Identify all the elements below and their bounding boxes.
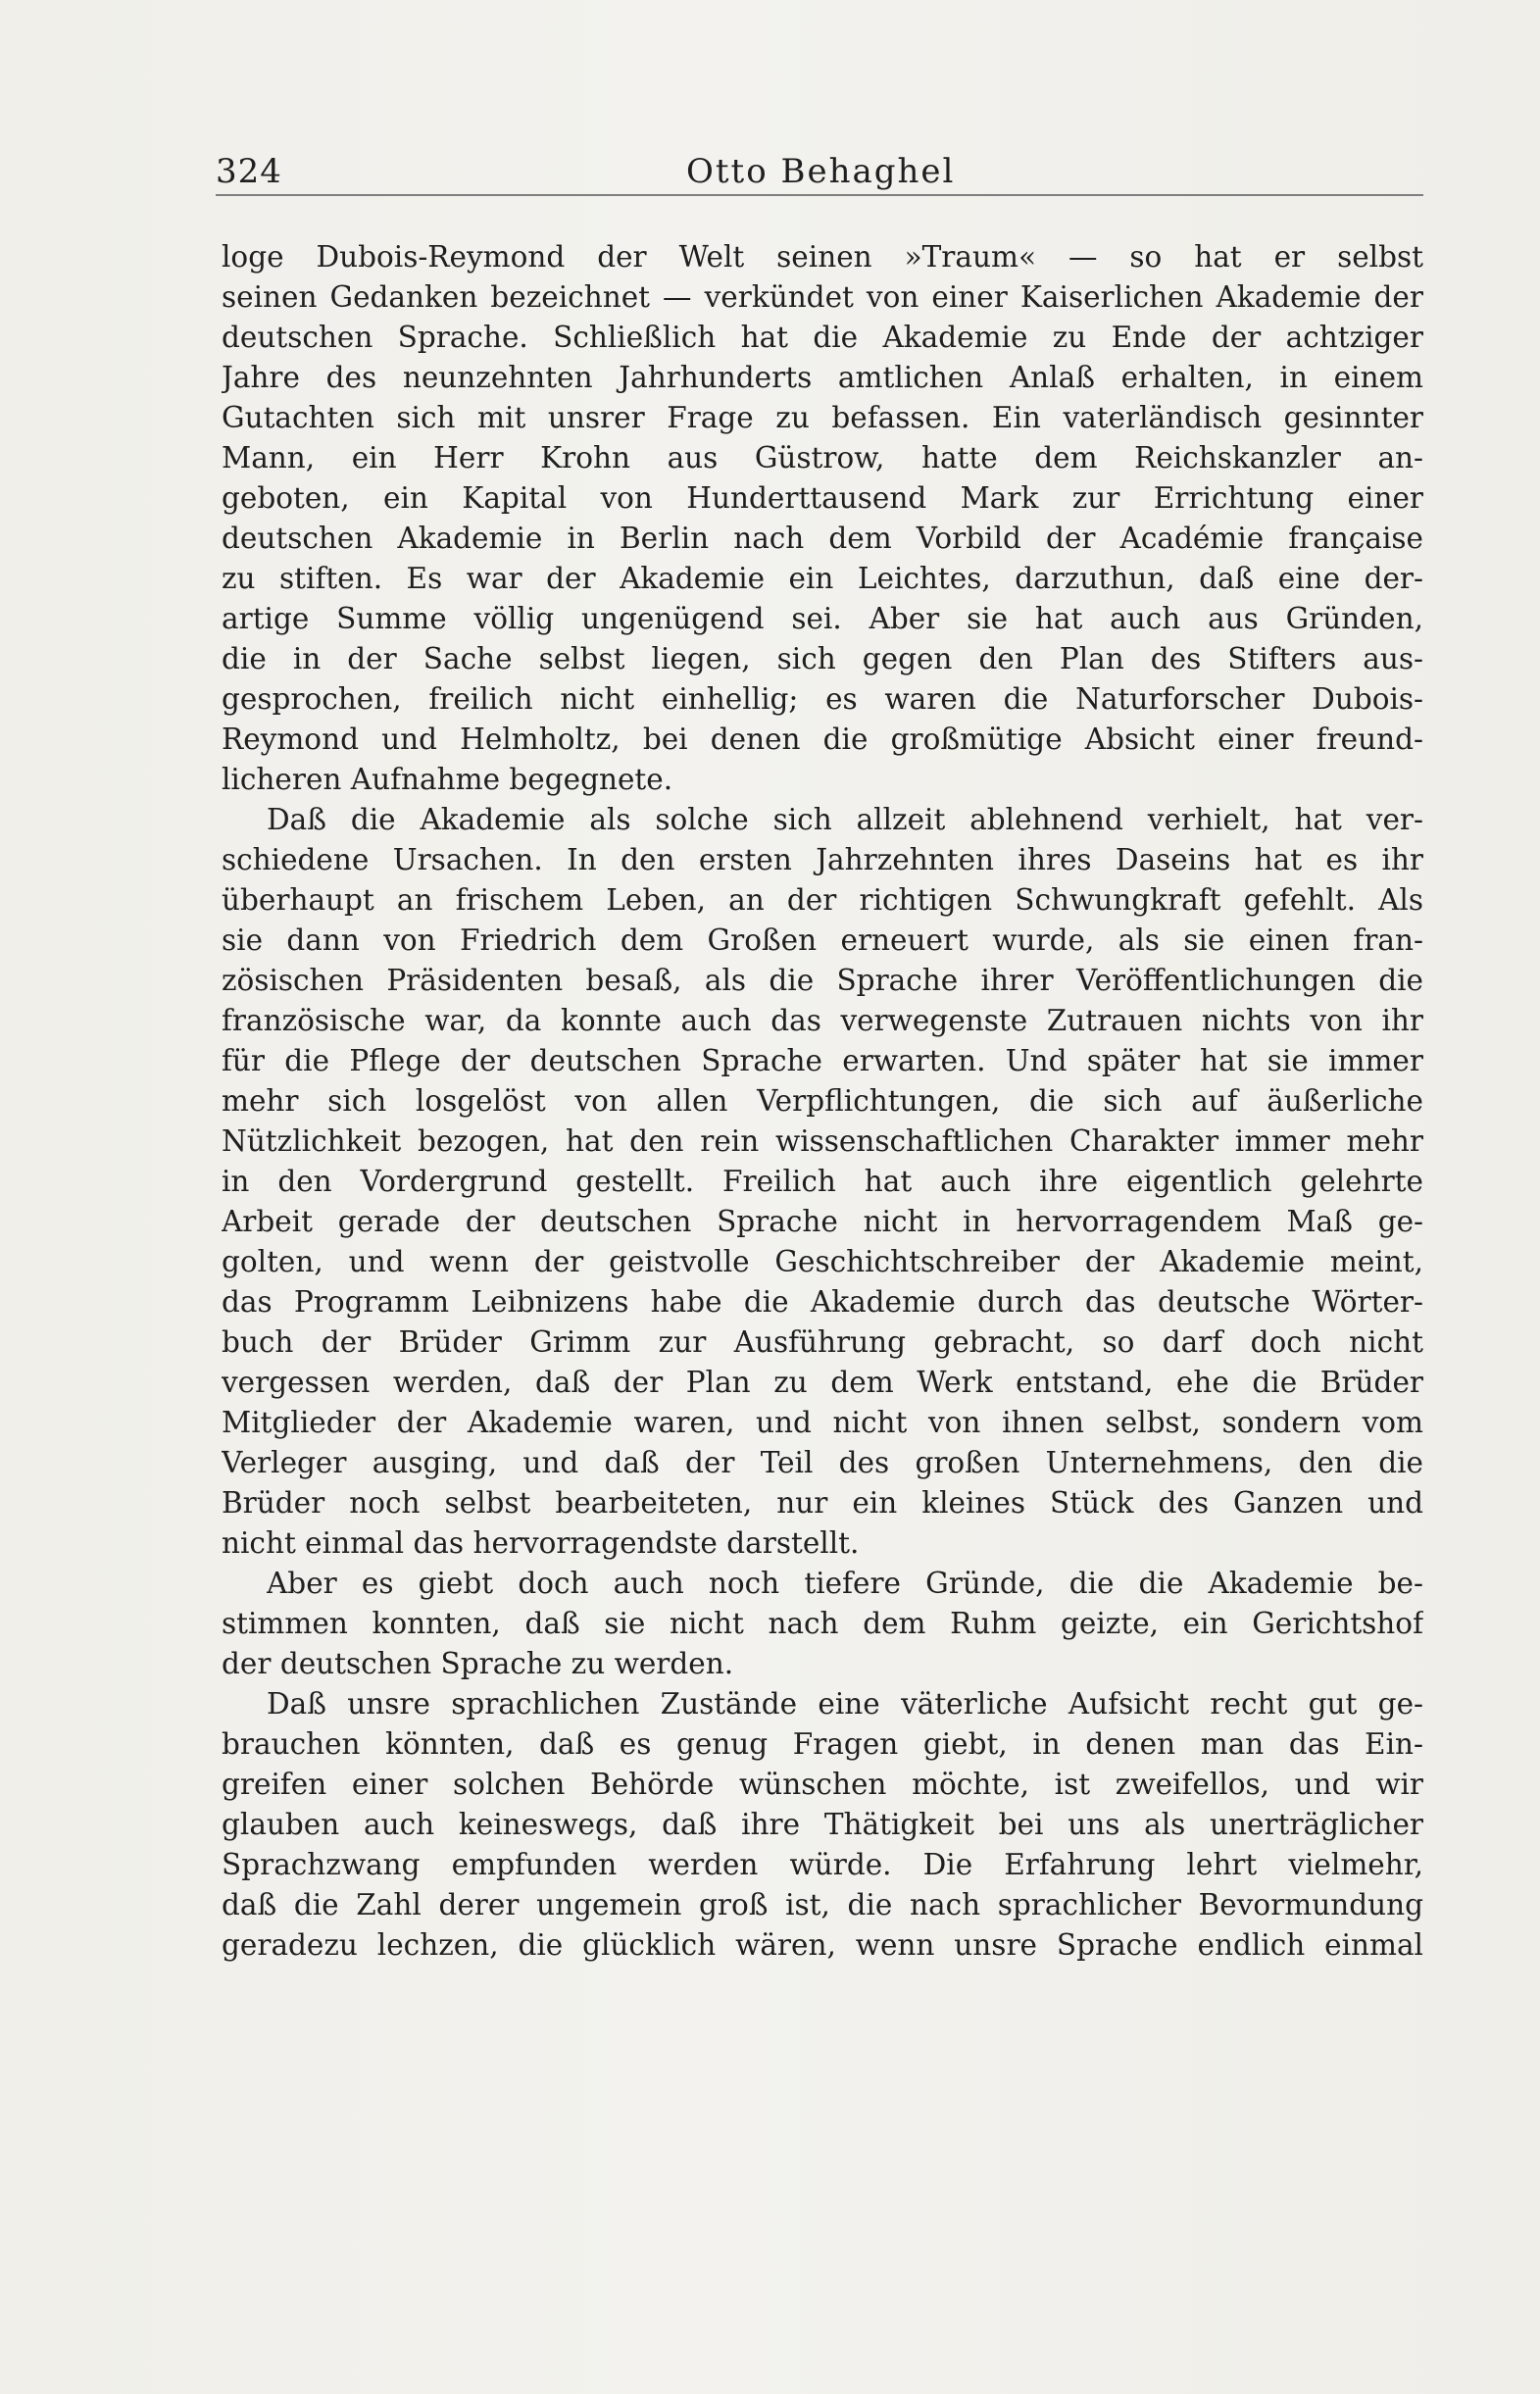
text-line: zösischen Präsidenten besaß, als die Sprache ihrer Veröffentlichungen die — [222, 964, 1423, 997]
text-line: Brüder noch selbst bearbeiteten, nur ein kleines Stück des Ganzen und — [222, 1486, 1423, 1520]
text-line: Daß unsre sprachlichen Zustände eine väterliche Aufsicht recht gut ge- — [267, 1687, 1423, 1721]
text-line: Aber es giebt doch auch noch tiefere Gründe, die die Akademie be- — [267, 1567, 1423, 1600]
text-line: Mann, ein Herr Krohn aus Güstrow, hatte dem Reichskanzler an- — [222, 441, 1423, 474]
text-line: schiedene Ursachen. In den ersten Jahrzehnten ihres Daseins hat es ihr — [222, 843, 1423, 876]
text-line: greifen einer solchen Behörde wünschen möchte, ist zweifellos, und wir — [222, 1768, 1423, 1801]
text-line: zu stiften. Es war der Akademie ein Leichtes, darzuthun, daß eine der- — [222, 562, 1423, 595]
text-line: Mitglieder der Akademie waren, und nicht von ihnen selbst, sondern vom — [222, 1406, 1423, 1439]
text-line: überhaupt an frischem Leben, an der richtigen Schwungkraft gefehlt. Als — [222, 883, 1423, 917]
text-line: das Programm Leibnizens habe die Akademie durch das deutsche Wörter- — [222, 1285, 1423, 1319]
text-line: der deutschen Sprache zu werden. — [222, 1647, 734, 1680]
text-line: die in der Sache selbst liegen, sich gegen den Plan des Stifters aus- — [222, 642, 1423, 675]
text-line: daß die Zahl derer ungemein groß ist, die nach sprachlicher Bevormundung — [222, 1888, 1423, 1921]
text-line: Verleger ausging, und daß der Teil des großen Unternehmens, den die — [222, 1446, 1423, 1479]
text-line: geradezu lechzen, die glücklich wären, wenn unsre Sprache endlich einmal — [222, 1928, 1423, 1962]
text-line: vergessen werden, daß der Plan zu dem Werk entstand, ehe die Brüder — [222, 1366, 1423, 1399]
text-line: Gutachten sich mit unsrer Frage zu befassen. Ein vaterländisch gesinnter — [222, 401, 1423, 434]
text-line: brauchen könnten, daß es genug Fragen giebt, in denen man das Ein- — [222, 1727, 1423, 1761]
page-number: 324 — [216, 152, 282, 191]
text-line: Sprachzwang empfunden werden würde. Die Erfahrung lehrt vielmehr, — [222, 1848, 1423, 1881]
text-line: buch der Brüder Grimm zur Ausführung gebracht, so darf doch nicht — [222, 1325, 1423, 1359]
text-line: Nützlichkeit bezogen, hat den rein wissenschaftlichen Charakter immer mehr — [222, 1124, 1423, 1158]
text-line: geboten, ein Kapital von Hunderttausend Mark zur Errichtung einer — [222, 481, 1423, 515]
page-header — [216, 147, 1423, 196]
text-line: sie dann von Friedrich dem Großen erneuert wurde, als sie einen fran- — [222, 923, 1423, 957]
text-line: deutschen Akademie in Berlin nach dem Vorbild der Académie française — [222, 522, 1423, 555]
text-line: loge Dubois-Reymond der Welt seinen »Traum« — so hat er selbst — [222, 240, 1423, 274]
text-line: Jahre des neunzehnten Jahrhunderts amtlichen Anlaß erhalten, in einem — [222, 361, 1423, 394]
text-line: stimmen konnten, daß sie nicht nach dem Ruhm geizte, ein Gerichtshof — [222, 1607, 1423, 1640]
text-line: glauben auch keineswegs, daß ihre Thätigkeit bei uns als unerträglicher — [222, 1808, 1423, 1841]
running-head: Otto Behaghel — [686, 152, 956, 191]
text-line: gesprochen, freilich nicht einhellig; es waren die Naturforscher Dubois- — [222, 682, 1423, 716]
text-line: Arbeit gerade der deutschen Sprache nicht in hervorragendem Maß ge- — [222, 1205, 1423, 1238]
text-line: Daß die Akademie als solche sich allzeit ablehnend verhielt, hat ver- — [267, 803, 1423, 836]
text-line: deutschen Sprache. Schließlich hat die Akademie zu Ende der achtziger — [222, 321, 1423, 354]
text-line: licheren Aufnahme begegnete. — [222, 763, 673, 796]
text-line: in den Vordergrund gestellt. Freilich hat auch ihre eigentlich gelehrte — [222, 1165, 1423, 1198]
text-line: golten, und wenn der geistvolle Geschichtschreiber der Akademie meint, — [222, 1245, 1423, 1278]
text-line: nicht einmal das hervorragendste darstellt. — [222, 1526, 860, 1560]
text-line: Reymond und Helmholtz, bei denen die großmütige Absicht einer freund- — [222, 723, 1423, 756]
text-line: französische war, da konnte auch das verwegenste Zutrauen nichts von ihr — [222, 1004, 1423, 1037]
text-line: artige Summe völlig ungenügend sei. Aber sie hat auch aus Gründen, — [222, 602, 1423, 635]
text-line: seinen Gedanken bezeichnet — verkündet von einer Kaiserlichen Akademie der — [222, 280, 1423, 314]
text-line: mehr sich losgelöst von allen Verpflichtungen, die sich auf äußerliche — [222, 1084, 1423, 1118]
text-line: für die Pflege der deutschen Sprache erwarten. Und später hat sie immer — [222, 1044, 1423, 1077]
